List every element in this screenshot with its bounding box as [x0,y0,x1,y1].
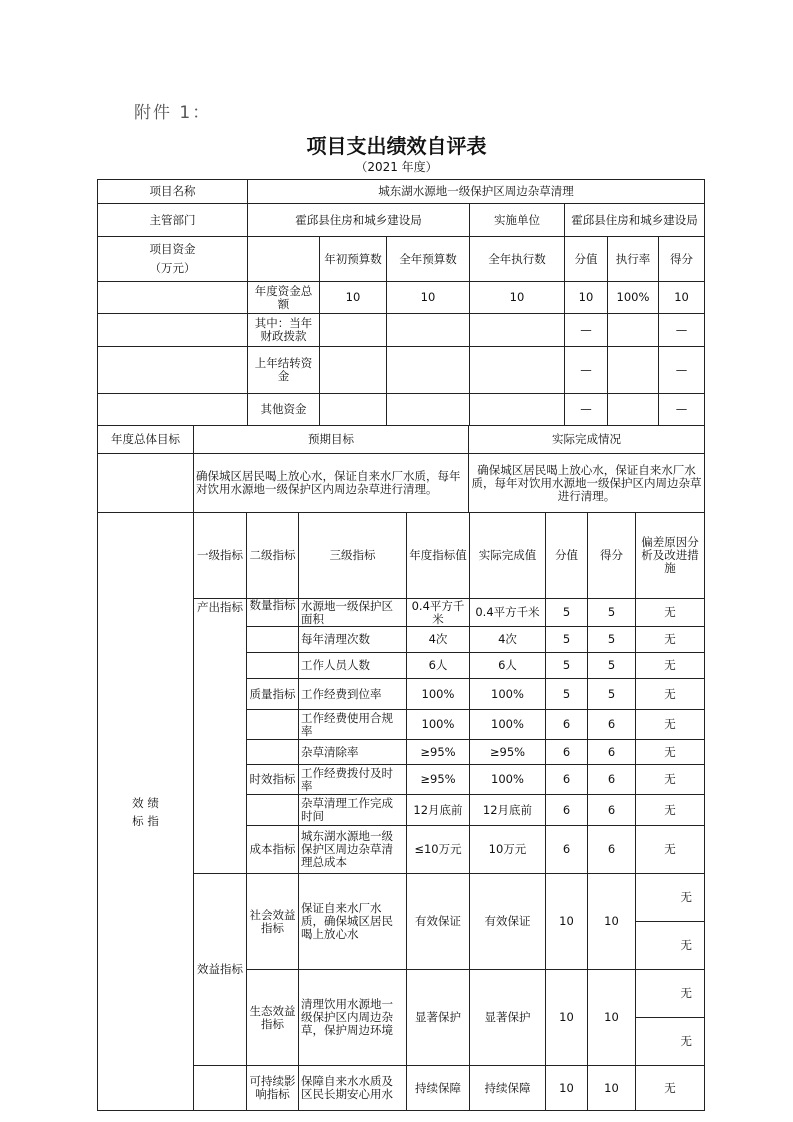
col-header: 分值 [546,513,588,599]
funds-row [98,314,705,347]
funds-row-name: 年度资金总额 [248,282,320,314]
cell: 100% [470,710,546,740]
cell: 6 [588,710,636,740]
cell [608,347,659,394]
cell: 工作经费使用合规率 [299,710,407,740]
cell [320,314,387,347]
level2-label: 数量指标 [247,599,299,627]
funds-unit: （万元） [149,261,196,275]
cell: 5 [546,679,588,710]
cell: — [659,394,705,426]
cell: 10 [588,1066,636,1111]
cell: 6 [588,826,636,874]
cell: 10 [546,1066,588,1111]
funds-header: 分值 [565,237,608,282]
cell: 无 [636,710,705,740]
cell: 无 [636,874,705,922]
cell: 工作人员人数 [299,653,407,679]
level1-label: 产出指标 [194,599,247,874]
cell: 持续保障 [470,1066,546,1111]
cell: 0.4平方千米 [407,599,470,627]
cell: 清理饮用水源地一级保护区内周边杂草，保护周边环境 [299,970,407,1066]
actual-result: 确保城区居民喝上放心水，保证自来水厂水质，每年对饮用水源地一级保护区内周边杂草进行清理。 [469,454,705,513]
cell: 5 [588,653,636,679]
cell: 4次 [470,627,546,653]
page-title: 项目支出绩效自评表 [306,134,487,158]
cell: 5 [546,653,588,679]
goals-label: 年度总体目标 [98,426,194,454]
level2-label: 时效指标 [247,765,299,795]
cell: 5 [588,679,636,710]
funds-label [98,237,248,282]
cell: 6 [588,795,636,826]
cell [470,314,565,347]
funds-header: 全年执行数 [470,237,565,282]
funds-label-text: 项目资金 [149,242,196,256]
impl-label: 实施单位 [470,204,565,237]
col-header: 一级指标 [194,513,247,599]
cell: 6 [546,740,588,765]
funds-row [98,282,705,314]
indicators-table [97,512,705,1111]
cell: 杂草清理工作完成时间 [299,795,407,826]
cell: 无 [636,653,705,679]
cell: 保障自来水水质及区民长期安心用水 [299,1066,407,1111]
cell: — [659,347,705,394]
funds-header: 执行率 [608,237,659,282]
cell: ≤10万元 [407,826,470,874]
cell: 杂草清除率 [299,740,407,765]
cell: 100% [470,765,546,795]
cell: 持续保障 [407,1066,470,1111]
cell: 6人 [407,653,470,679]
cell: 城东湖水源地一级保护区周边杂草清理总成本 [299,826,407,874]
level2-label: 生态效益指标 [247,970,299,1066]
expected-label: 预期目标 [194,426,469,454]
cell: 10 [546,970,588,1066]
project-name-label: 项目名称 [98,180,248,204]
attachment-label: 附件 1： [134,103,212,123]
col-header: 三级指标 [299,513,407,599]
cell: 无 [636,599,705,627]
cell [320,394,387,426]
funds-table [97,179,705,426]
level2-label: 可持续影响指标 [247,1066,299,1111]
cell: 无 [636,795,705,826]
level2-label: 成本指标 [247,826,299,874]
dept-label: 主管部门 [98,204,248,237]
cell [320,347,387,394]
cell: 12月底前 [407,795,470,826]
cell: 10万元 [470,826,546,874]
cell: 4次 [407,627,470,653]
cell: 5 [546,627,588,653]
cell: 工作经费拨付及时率 [299,765,407,795]
cell [470,394,565,426]
cell [387,394,470,426]
cell: 无 [636,922,705,970]
dept: 霍邱县住房和城乡建设局 [248,204,470,237]
col-header: 得分 [588,513,636,599]
cell: 有效保证 [407,874,470,970]
level2-label: 质量指标 [247,679,299,710]
cell: 水源地一级保护区面积 [299,599,407,627]
cell: 5 [546,599,588,627]
col-header: 实际完成值 [470,513,546,599]
col-header: 二级指标 [247,513,299,599]
project-name: 城东湖水源地一级保护区周边杂草清理 [248,180,705,204]
funds-header: 年初预算数 [320,237,387,282]
cell: 无 [636,740,705,765]
cell: 100% [470,679,546,710]
funds-header: 全年预算数 [387,237,470,282]
impl: 霍邱县住房和城乡建设局 [565,204,705,237]
cell: 6人 [470,653,546,679]
cell: 显著保护 [407,970,470,1066]
cell: 100% [407,679,470,710]
funds-row-name: 其中：当年财政拨款 [248,314,320,347]
cell: 12月底前 [470,795,546,826]
cell: 10 [387,282,470,314]
cell: 6 [546,710,588,740]
page-subtitle: （2021 年度） [355,160,438,174]
cell: 5 [588,627,636,653]
cell: ≥95% [470,740,546,765]
cell: — [565,394,608,426]
cell: 0.4平方千米 [470,599,546,627]
cell: 每年清理次数 [299,627,407,653]
cell: 6 [546,765,588,795]
cell: 无 [636,970,705,1018]
cell: 保证自来水厂水质，确保城区居民喝上放心水 [299,874,407,970]
col-header: 偏差原因分析及改进措施 [636,513,705,599]
actual-label: 实际完成情况 [469,426,705,454]
cell: 10 [320,282,387,314]
cell: 10 [565,282,608,314]
cell: — [659,314,705,347]
cell [387,314,470,347]
expected-goal: 确保城区居民喝上放心水，保证自来水厂水质，每年对饮用水源地一级保护区内周边杂草进行清理。 [194,454,469,513]
cell: 100% [407,710,470,740]
cell: 10 [470,282,565,314]
level1-label: 效益指标 [194,874,247,1066]
cell: 5 [588,599,636,627]
cell: — [565,347,608,394]
cell: 无 [636,679,705,710]
cell: 6 [546,795,588,826]
cell: 6 [588,740,636,765]
cell: 无 [636,627,705,653]
cell: ≥95% [407,765,470,795]
cell: 6 [588,765,636,795]
section-label: 效 绩 标 指 [98,513,194,1111]
empty-cell [248,237,320,282]
cell: 工作经费到位率 [299,679,407,710]
funds-row [98,347,705,394]
goals-table [97,425,705,513]
cell: ≥95% [407,740,470,765]
cell: 6 [546,826,588,874]
cell: 有效保证 [470,874,546,970]
cell: 无 [636,1018,705,1066]
funds-header: 得分 [659,237,705,282]
cell: 10 [546,874,588,970]
cell: 无 [636,1066,705,1111]
cell [387,347,470,394]
cell: 10 [588,874,636,970]
col-header: 年度指标值 [407,513,470,599]
cell: — [565,314,608,347]
cell: 无 [636,826,705,874]
cell [608,394,659,426]
cell: 10 [588,970,636,1066]
funds-row [98,394,705,426]
funds-row-name: 其他资金 [248,394,320,426]
level2-label: 社会效益指标 [247,874,299,970]
cell: 显著保护 [470,970,546,1066]
funds-row-name: 上年结转资金 [248,347,320,394]
cell [608,314,659,347]
cell: 100% [608,282,659,314]
cell [470,347,565,394]
cell: 无 [636,765,705,795]
cell: 10 [659,282,705,314]
